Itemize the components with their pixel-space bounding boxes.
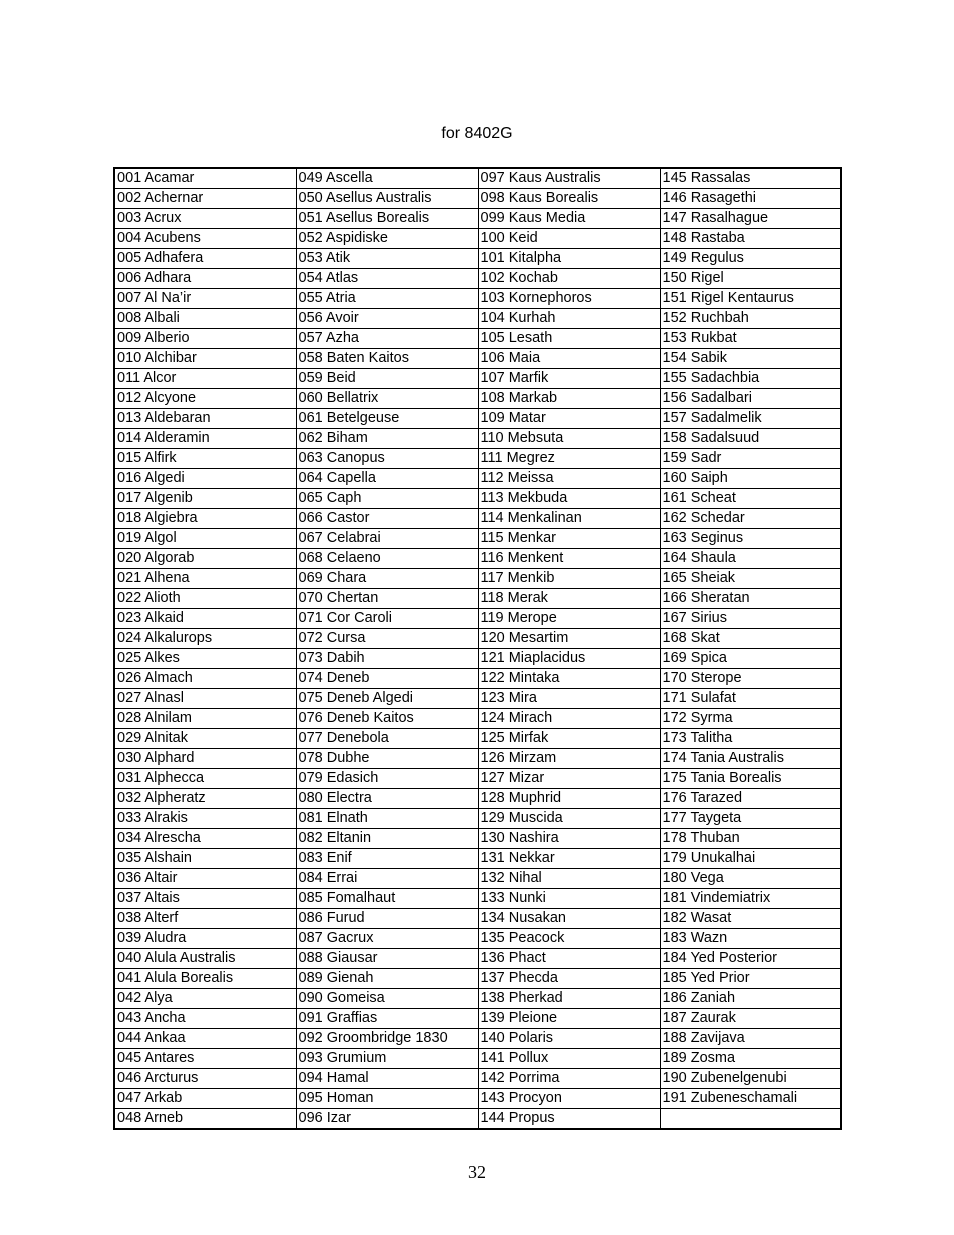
table-cell: 006 Adhara <box>114 269 296 289</box>
table-row <box>114 929 841 949</box>
table-cell: 001 Acamar <box>114 168 296 189</box>
table-cell: 039 Aludra <box>114 929 296 949</box>
table-row <box>114 429 841 449</box>
table-cell: 066 Castor <box>296 509 478 529</box>
table-cell: 089 Gienah <box>296 969 478 989</box>
table-cell: 132 Nihal <box>478 869 660 889</box>
table-cell: 140 Polaris <box>478 1029 660 1049</box>
table-cell: 168 Skat <box>660 629 841 649</box>
table-row <box>114 969 841 989</box>
table-cell: 063 Canopus <box>296 449 478 469</box>
table-cell: 019 Algol <box>114 529 296 549</box>
table-row <box>114 1089 841 1109</box>
table-cell: 110 Mebsuta <box>478 429 660 449</box>
table-cell: 171 Sulafat <box>660 689 841 709</box>
table-row <box>114 889 841 909</box>
table-cell: 152 Ruchbah <box>660 309 841 329</box>
table-cell: 078 Dubhe <box>296 749 478 769</box>
table-cell: 161 Scheat <box>660 489 841 509</box>
table-cell: 047 Arkab <box>114 1089 296 1109</box>
table-cell: 100 Keid <box>478 229 660 249</box>
table-row <box>114 789 841 809</box>
table-cell: 189 Zosma <box>660 1049 841 1069</box>
table-cell: 076 Deneb Kaitos <box>296 709 478 729</box>
table-cell: 024 Alkalurops <box>114 629 296 649</box>
table-row <box>114 709 841 729</box>
table-cell: 093 Grumium <box>296 1049 478 1069</box>
page-number: 32 <box>468 1162 486 1182</box>
table-cell: 014 Alderamin <box>114 429 296 449</box>
table-cell: 137 Phecda <box>478 969 660 989</box>
table-cell: 026 Almach <box>114 669 296 689</box>
table-cell: 149 Regulus <box>660 249 841 269</box>
table-row <box>114 1009 841 1029</box>
table-cell: 028 Alnilam <box>114 709 296 729</box>
table-cell: 160 Saiph <box>660 469 841 489</box>
table-cell: 190 Zubenelgenubi <box>660 1069 841 1089</box>
table-cell: 081 Elnath <box>296 809 478 829</box>
table-cell: 060 Bellatrix <box>296 389 478 409</box>
table-row <box>114 809 841 829</box>
table-row <box>114 309 841 329</box>
table-cell: 130 Nashira <box>478 829 660 849</box>
table-cell: 071 Cor Caroli <box>296 609 478 629</box>
table-cell: 148 Rastaba <box>660 229 841 249</box>
table-row <box>114 389 841 409</box>
table-cell: 049 Ascella <box>296 168 478 189</box>
table-row <box>114 649 841 669</box>
table-cell: 092 Groombridge 1830 <box>296 1029 478 1049</box>
table-cell: 002 Achernar <box>114 189 296 209</box>
table-cell: 079 Edasich <box>296 769 478 789</box>
table-row <box>114 989 841 1009</box>
table-cell: 134 Nusakan <box>478 909 660 929</box>
table-row <box>114 729 841 749</box>
table-cell: 158 Sadalsuud <box>660 429 841 449</box>
table-row <box>114 269 841 289</box>
table-row <box>114 669 841 689</box>
table-cell: 034 Alrescha <box>114 829 296 849</box>
table-cell: 182 Wasat <box>660 909 841 929</box>
table-cell: 074 Deneb <box>296 669 478 689</box>
table-cell: 055 Atria <box>296 289 478 309</box>
table-cell: 035 Alshain <box>114 849 296 869</box>
table-row <box>114 229 841 249</box>
table-cell: 023 Alkaid <box>114 609 296 629</box>
table-cell: 037 Altais <box>114 889 296 909</box>
table-row <box>114 189 841 209</box>
table-row <box>114 689 841 709</box>
table-cell: 090 Gomeisa <box>296 989 478 1009</box>
table-cell: 162 Schedar <box>660 509 841 529</box>
table-cell: 052 Aspidiske <box>296 229 478 249</box>
table-cell: 007 Al Na’ir <box>114 289 296 309</box>
table-cell: 133 Nunki <box>478 889 660 909</box>
table-row <box>114 549 841 569</box>
table-cell: 045 Antares <box>114 1049 296 1069</box>
table-cell: 044 Ankaa <box>114 1029 296 1049</box>
table-cell: 020 Algorab <box>114 549 296 569</box>
table-row <box>114 749 841 769</box>
table-cell: 030 Alphard <box>114 749 296 769</box>
table-cell: 069 Chara <box>296 569 478 589</box>
table-cell: 082 Eltanin <box>296 829 478 849</box>
table-cell: 015 Alfirk <box>114 449 296 469</box>
table-cell: 119 Merope <box>478 609 660 629</box>
table-row <box>114 1049 841 1069</box>
table-cell: 070 Chertan <box>296 589 478 609</box>
table-row <box>114 329 841 349</box>
table-cell: 156 Sadalbari <box>660 389 841 409</box>
table-cell: 101 Kitalpha <box>478 249 660 269</box>
table-cell: 125 Mirfak <box>478 729 660 749</box>
table-cell: 059 Beid <box>296 369 478 389</box>
table-cell: 165 Sheiak <box>660 569 841 589</box>
table-row <box>114 1069 841 1089</box>
table-cell: 064 Capella <box>296 469 478 489</box>
table-cell: 053 Atik <box>296 249 478 269</box>
table-cell: 111 Megrez <box>478 449 660 469</box>
table-cell: 116 Menkent <box>478 549 660 569</box>
table-cell: 086 Furud <box>296 909 478 929</box>
table-cell: 122 Mintaka <box>478 669 660 689</box>
star-list-table <box>113 167 842 1130</box>
table-cell: 159 Sadr <box>660 449 841 469</box>
table-cell: 129 Muscida <box>478 809 660 829</box>
table-cell: 118 Merak <box>478 589 660 609</box>
table-cell: 113 Mekbuda <box>478 489 660 509</box>
table-cell: 108 Markab <box>478 389 660 409</box>
table-cell: 170 Sterope <box>660 669 841 689</box>
table-cell: 029 Alnitak <box>114 729 296 749</box>
table-row <box>114 289 841 309</box>
table-row <box>114 909 841 929</box>
table-cell: 131 Nekkar <box>478 849 660 869</box>
table-cell: 010 Alchibar <box>114 349 296 369</box>
table-cell: 151 Rigel Kentaurus <box>660 289 841 309</box>
table-cell: 141 Pollux <box>478 1049 660 1069</box>
table-row <box>114 449 841 469</box>
table-cell: 094 Hamal <box>296 1069 478 1089</box>
table-cell: 043 Ancha <box>114 1009 296 1029</box>
table-cell: 091 Graffias <box>296 1009 478 1029</box>
table-cell: 166 Sheratan <box>660 589 841 609</box>
table-cell: 061 Betelgeuse <box>296 409 478 429</box>
page-heading: for 8402G <box>441 125 513 142</box>
table-cell: 154 Sabik <box>660 349 841 369</box>
table-cell: 128 Muphrid <box>478 789 660 809</box>
table-cell: 042 Alya <box>114 989 296 1009</box>
table-cell: 096 Izar <box>296 1109 478 1130</box>
table-cell: 169 Spica <box>660 649 841 669</box>
table-cell: 097 Kaus Australis <box>478 168 660 189</box>
table-cell: 031 Alphecca <box>114 769 296 789</box>
table-cell: 084 Errai <box>296 869 478 889</box>
table-cell: 176 Tarazed <box>660 789 841 809</box>
table-cell: 099 Kaus Media <box>478 209 660 229</box>
table-row <box>114 849 841 869</box>
table-cell: 136 Phact <box>478 949 660 969</box>
table-row <box>114 569 841 589</box>
table-row <box>114 529 841 549</box>
table-cell: 054 Atlas <box>296 269 478 289</box>
table-cell: 033 Alrakis <box>114 809 296 829</box>
table-cell: 073 Dabih <box>296 649 478 669</box>
table-cell: 177 Taygeta <box>660 809 841 829</box>
table-cell: 083 Enif <box>296 849 478 869</box>
table-cell: 126 Mirzam <box>478 749 660 769</box>
table-cell: 102 Kochab <box>478 269 660 289</box>
table-cell: 114 Menkalinan <box>478 509 660 529</box>
table-row <box>114 949 841 969</box>
table-cell: 104 Kurhah <box>478 309 660 329</box>
table-cell: 144 Propus <box>478 1109 660 1130</box>
table-cell: 048 Arneb <box>114 1109 296 1130</box>
table-cell: 138 Pherkad <box>478 989 660 1009</box>
table-cell: 174 Tania Australis <box>660 749 841 769</box>
table-row <box>114 869 841 889</box>
table-row <box>114 369 841 389</box>
table-cell: 106 Maia <box>478 349 660 369</box>
table-cell: 022 Alioth <box>114 589 296 609</box>
table-cell: 087 Gacrux <box>296 929 478 949</box>
table-cell: 051 Asellus Borealis <box>296 209 478 229</box>
table-cell: 025 Alkes <box>114 649 296 669</box>
table-cell: 057 Azha <box>296 329 478 349</box>
table-row <box>114 769 841 789</box>
table-cell: 107 Marfik <box>478 369 660 389</box>
table-cell <box>660 1109 841 1130</box>
table-cell: 008 Albali <box>114 309 296 329</box>
table-cell: 050 Asellus Australis <box>296 189 478 209</box>
table-cell: 124 Mirach <box>478 709 660 729</box>
table-row <box>114 249 841 269</box>
table-cell: 146 Rasagethi <box>660 189 841 209</box>
table-row <box>114 1109 841 1130</box>
table-row <box>114 509 841 529</box>
table-cell: 173 Talitha <box>660 729 841 749</box>
table-cell: 072 Cursa <box>296 629 478 649</box>
table-row <box>114 469 841 489</box>
table-cell: 180 Vega <box>660 869 841 889</box>
table-cell: 041 Alula Borealis <box>114 969 296 989</box>
table-cell: 188 Zavijava <box>660 1029 841 1049</box>
table-cell: 105 Lesath <box>478 329 660 349</box>
table-cell: 112 Meissa <box>478 469 660 489</box>
table-cell: 058 Baten Kaitos <box>296 349 478 369</box>
table-row <box>114 168 841 189</box>
table-cell: 067 Celabrai <box>296 529 478 549</box>
table-cell: 175 Tania Borealis <box>660 769 841 789</box>
table-cell: 181 Vindemiatrix <box>660 889 841 909</box>
table-cell: 183 Wazn <box>660 929 841 949</box>
table-cell: 185 Yed Prior <box>660 969 841 989</box>
table-cell: 036 Altair <box>114 869 296 889</box>
table-row <box>114 1029 841 1049</box>
table-cell: 027 Alnasl <box>114 689 296 709</box>
table-row <box>114 349 841 369</box>
table-cell: 062 Biham <box>296 429 478 449</box>
table-cell: 018 Algiebra <box>114 509 296 529</box>
table-row <box>114 409 841 429</box>
table-cell: 147 Rasalhague <box>660 209 841 229</box>
table-cell: 115 Menkar <box>478 529 660 549</box>
table-cell: 088 Giausar <box>296 949 478 969</box>
table-cell: 172 Syrma <box>660 709 841 729</box>
table-row <box>114 609 841 629</box>
table-cell: 187 Zaurak <box>660 1009 841 1029</box>
table-cell: 120 Mesartim <box>478 629 660 649</box>
table-cell: 012 Alcyone <box>114 389 296 409</box>
table-cell: 046 Arcturus <box>114 1069 296 1089</box>
table-cell: 167 Sirius <box>660 609 841 629</box>
table-cell: 186 Zaniah <box>660 989 841 1009</box>
table-cell: 032 Alpheratz <box>114 789 296 809</box>
table-cell: 191 Zubeneschamali <box>660 1089 841 1109</box>
table-cell: 127 Mizar <box>478 769 660 789</box>
table-cell: 123 Mira <box>478 689 660 709</box>
table-cell: 145 Rassalas <box>660 168 841 189</box>
table-cell: 021 Alhena <box>114 569 296 589</box>
table-cell: 163 Seginus <box>660 529 841 549</box>
table-cell: 056 Avoir <box>296 309 478 329</box>
table-cell: 009 Alberio <box>114 329 296 349</box>
table-cell: 011 Alcor <box>114 369 296 389</box>
table-cell: 164 Shaula <box>660 549 841 569</box>
table-cell: 003 Acrux <box>114 209 296 229</box>
table-row <box>114 629 841 649</box>
table-cell: 150 Rigel <box>660 269 841 289</box>
table-cell: 065 Caph <box>296 489 478 509</box>
table-row <box>114 829 841 849</box>
table-cell: 040 Alula Australis <box>114 949 296 969</box>
table-cell: 077 Denebola <box>296 729 478 749</box>
table-cell: 038 Alterf <box>114 909 296 929</box>
table-row <box>114 209 841 229</box>
star-list-body <box>114 168 841 1129</box>
table-cell: 155 Sadachbia <box>660 369 841 389</box>
table-cell: 005 Adhafera <box>114 249 296 269</box>
table-cell: 095 Homan <box>296 1089 478 1109</box>
table-cell: 157 Sadalmelik <box>660 409 841 429</box>
table-cell: 016 Algedi <box>114 469 296 489</box>
table-cell: 139 Pleione <box>478 1009 660 1029</box>
table-cell: 013 Aldebaran <box>114 409 296 429</box>
table-cell: 085 Fomalhaut <box>296 889 478 909</box>
table-cell: 103 Kornephoros <box>478 289 660 309</box>
table-cell: 109 Matar <box>478 409 660 429</box>
table-cell: 075 Deneb Algedi <box>296 689 478 709</box>
table-cell: 098 Kaus Borealis <box>478 189 660 209</box>
table-cell: 117 Menkib <box>478 569 660 589</box>
table-cell: 153 Rukbat <box>660 329 841 349</box>
table-cell: 178 Thuban <box>660 829 841 849</box>
table-cell: 142 Porrima <box>478 1069 660 1089</box>
table-cell: 184 Yed Posterior <box>660 949 841 969</box>
table-row <box>114 589 841 609</box>
table-cell: 017 Algenib <box>114 489 296 509</box>
table-row <box>114 489 841 509</box>
table-cell: 143 Procyon <box>478 1089 660 1109</box>
table-cell: 179 Unukalhai <box>660 849 841 869</box>
table-cell: 121 Miaplacidus <box>478 649 660 669</box>
table-cell: 068 Celaeno <box>296 549 478 569</box>
table-cell: 004 Acubens <box>114 229 296 249</box>
table-cell: 135 Peacock <box>478 929 660 949</box>
table-cell: 080 Electra <box>296 789 478 809</box>
